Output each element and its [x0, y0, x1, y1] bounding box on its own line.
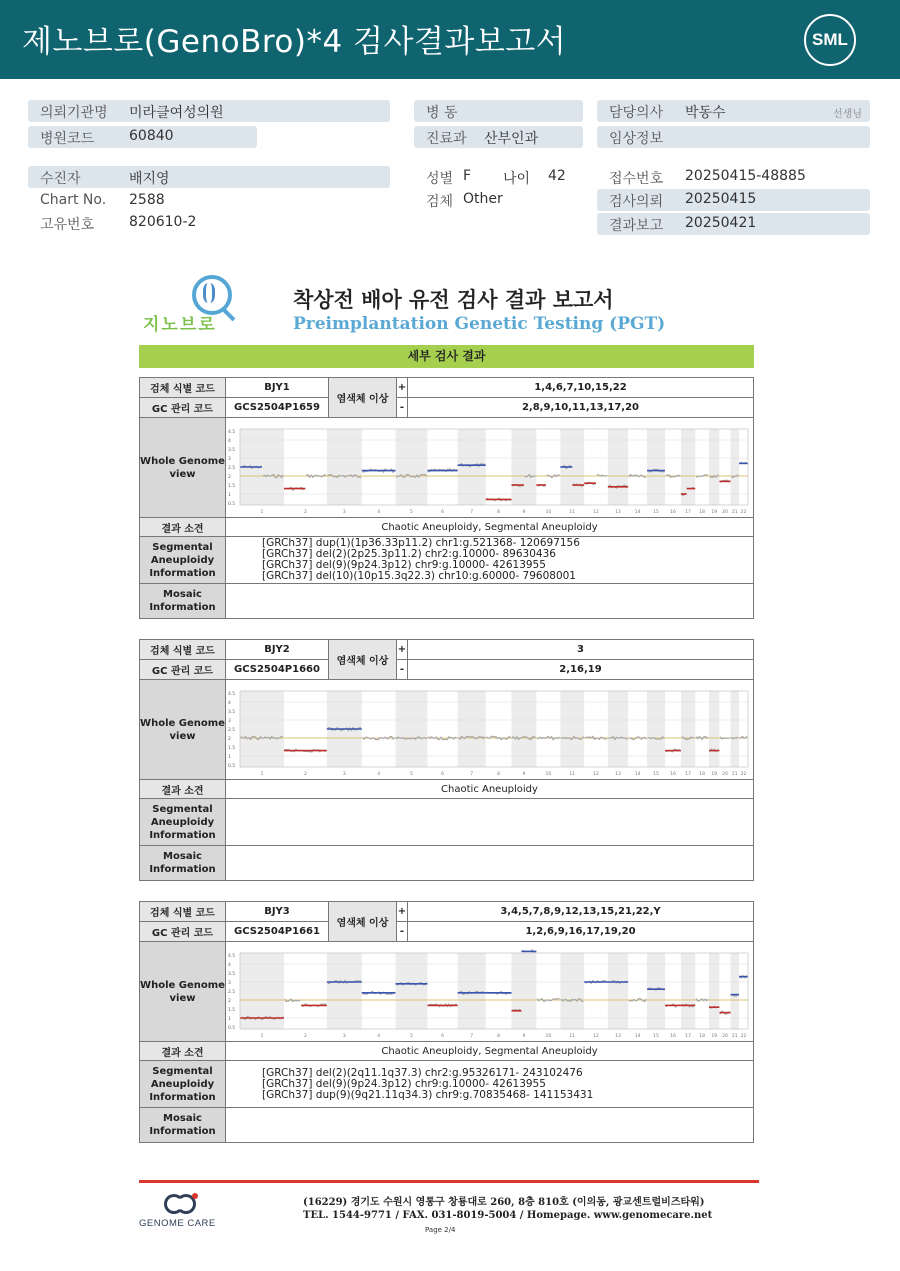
report-subtitle: Preimplantation Genetic Testing (PGT)	[293, 314, 666, 334]
x-tick-label: 8	[497, 509, 501, 515]
finding-label: 결과 소견	[140, 518, 226, 537]
info-label: 나이	[503, 171, 531, 187]
chromosome-band	[560, 953, 584, 1029]
info-receipt-no	[597, 166, 870, 188]
x-tick-label: 21	[731, 771, 738, 777]
chromosome-band	[240, 691, 284, 767]
y-tick-label: 4.5	[228, 429, 236, 435]
x-tick-label: 12	[593, 1033, 599, 1039]
y-tick-label: 4.5	[228, 953, 236, 959]
page-number: Page 2/4	[425, 1226, 456, 1234]
chromosome-band	[709, 953, 719, 1029]
genome-care-logo	[139, 1193, 229, 1233]
x-tick-label: 18	[699, 771, 705, 777]
gain-chromosomes: 1,4,6,7,10,15,22	[408, 378, 754, 398]
chromosome-band	[396, 429, 428, 505]
chromosome-band	[647, 953, 665, 1029]
info-value: 배지영	[129, 171, 170, 187]
info-value: 산부인과	[484, 131, 539, 147]
x-tick-label: 21	[731, 1033, 738, 1039]
info-value: 2588	[129, 192, 165, 208]
mosaic-value	[226, 584, 754, 619]
y-tick-label: 2	[228, 736, 231, 742]
info-chart-no	[28, 190, 390, 212]
gc-code-value: GCS2504P1661	[226, 922, 329, 942]
chromosome-band	[396, 691, 428, 767]
chromosome-band	[327, 429, 362, 505]
y-tick-label: 3.5	[228, 971, 236, 977]
x-tick-label: 7	[470, 1033, 474, 1039]
info-value: 20250421	[685, 215, 757, 231]
y-tick-label: 2.5	[228, 465, 236, 471]
gc-code-value: GCS2504P1659	[226, 398, 329, 418]
x-tick-label: 4	[377, 1033, 381, 1039]
abnormality-label: 염색체 이상	[329, 378, 397, 418]
x-tick-label: 3	[342, 509, 346, 515]
x-tick-label: 6	[441, 509, 444, 515]
info-value: 20250415	[685, 191, 757, 207]
info-value: 미라클여성의원	[129, 105, 224, 121]
finding-value: Chaotic Aneuploidy	[226, 780, 754, 799]
finding-label: 결과 소견	[140, 1042, 226, 1061]
info-sex-age	[414, 166, 583, 188]
x-tick-label: 18	[699, 509, 705, 515]
specimen-code-label: 검체 식별 코드	[140, 902, 226, 922]
info-label: 고유번호	[40, 217, 95, 233]
segmental-label: Segmental Aneuploidy Information	[140, 1061, 226, 1108]
x-tick-label: 22	[740, 1033, 747, 1039]
x-tick-label: 12	[593, 771, 599, 777]
info-value: F	[463, 168, 472, 184]
abnormality-label: 염색체 이상	[329, 640, 397, 680]
x-tick-label: 6	[441, 1033, 444, 1039]
y-tick-label: 1.5	[228, 483, 236, 489]
info-label: 결과보고	[609, 218, 664, 234]
footer-divider	[139, 1180, 759, 1183]
info-label: 병 동	[426, 105, 458, 121]
info-label: Chart No.	[40, 192, 107, 208]
x-tick-label: 22	[740, 509, 747, 515]
segmental-line: [GRCh37] del(9)(9p24.3p12) chr9:g.10000- 42613955	[262, 559, 546, 571]
genobro-brand: 지노브로	[143, 315, 217, 335]
gc-code-value: GCS2504P1660	[226, 660, 329, 680]
whole-genome-plot	[226, 945, 752, 1039]
sample-result-table	[139, 901, 754, 1143]
x-tick-label: 17	[685, 509, 691, 515]
gain-chromosomes: 3	[408, 640, 754, 660]
info-label: 수진자	[40, 171, 81, 187]
info-value: 60840	[129, 128, 174, 144]
address-line: (16229) 경기도 수원시 영통구 창룡대로 260, 8층 810호 (이의동, 광교센트럴비즈타워)	[303, 1197, 705, 1208]
genobro-logo	[140, 275, 250, 335]
chromosome-band	[458, 429, 486, 505]
info-value: 820610-2	[129, 214, 197, 230]
mosaic-label: Mosaic Information	[140, 1108, 226, 1143]
y-tick-label: 3.5	[228, 447, 236, 453]
page-title: 제노브로(GenoBro)*4 검사결과보고서	[22, 24, 567, 60]
info-report-date	[597, 213, 870, 235]
info-value: Other	[463, 191, 503, 207]
x-tick-label: 14	[634, 509, 641, 515]
whole-genome-cell	[226, 680, 754, 780]
x-tick-label: 14	[634, 1033, 641, 1039]
mosaic-label: Mosaic Information	[140, 846, 226, 881]
info-hospital-code	[28, 126, 257, 148]
x-tick-label: 9	[522, 509, 526, 515]
x-tick-label: 9	[522, 1033, 526, 1039]
y-tick-label: 4	[228, 700, 231, 706]
loss-sign: -	[397, 398, 408, 418]
cn-scatter	[585, 736, 607, 739]
sample-result-table	[139, 639, 754, 881]
y-tick-label: 0.5	[228, 763, 236, 769]
info-label: 담당의사	[609, 105, 664, 121]
x-tick-label: 2	[303, 1033, 307, 1039]
specimen-code-label: 검체 식별 코드	[140, 378, 226, 398]
gc-code-label: GC 관리 코드	[140, 398, 226, 418]
x-tick-label: 13	[615, 509, 621, 515]
x-tick-label: 19	[711, 509, 718, 515]
chromosome-band	[458, 691, 486, 767]
info-value: 20250415-48885	[685, 168, 806, 184]
chromosome-band	[647, 691, 665, 767]
y-tick-label: 1	[228, 1016, 231, 1022]
x-tick-label: 17	[685, 771, 691, 777]
info-request-date	[597, 189, 870, 211]
y-tick-label: 4.5	[228, 691, 236, 697]
whole-genome-cell	[226, 942, 754, 1042]
y-tick-label: 3.5	[228, 709, 236, 715]
finding-value: Chaotic Aneuploidy, Segmental Aneuploidy	[226, 1042, 754, 1061]
specimen-code-label: 검체 식별 코드	[140, 640, 226, 660]
loss-chromosomes: 2,8,9,10,11,13,17,20	[408, 398, 754, 418]
x-tick-label: 3	[342, 771, 346, 777]
y-tick-label: 1	[228, 492, 231, 498]
cn-scatter	[720, 736, 730, 738]
footer-address	[303, 1196, 712, 1222]
x-tick-label: 15	[653, 509, 659, 515]
x-tick-label: 5	[410, 509, 413, 515]
y-tick-label: 3	[228, 718, 231, 724]
x-tick-label: 19	[711, 771, 718, 777]
company-name: GENOME CARE	[139, 1218, 216, 1229]
chromosome-band	[560, 691, 584, 767]
x-tick-label: 4	[377, 771, 381, 777]
x-tick-label: 20	[722, 1033, 728, 1039]
mosaic-value	[226, 846, 754, 881]
chromosome-band	[608, 953, 628, 1029]
segmental-label: Segmental Aneuploidy Information	[140, 799, 226, 846]
segmental-line: [GRCh37] dup(1)(1p36.33p11.2) chr1:g.521368- 120697156	[262, 537, 580, 549]
x-tick-label: 15	[653, 771, 659, 777]
x-tick-label: 11	[569, 1033, 576, 1039]
chromosome-band	[511, 953, 536, 1029]
x-tick-label: 5	[410, 1033, 413, 1039]
chromosome-band	[681, 953, 695, 1029]
whole-genome-plot	[226, 421, 752, 515]
plot-frame	[240, 953, 748, 1029]
x-tick-label: 19	[711, 1033, 718, 1039]
info-clinical	[597, 126, 870, 148]
x-tick-label: 7	[470, 771, 474, 777]
chromosome-band	[396, 953, 428, 1029]
report-title: 착상전 배아 유전 검사 결과 보고서	[293, 288, 614, 312]
x-tick-label: 21	[731, 509, 738, 515]
info-ward	[414, 100, 583, 122]
x-tick-label: 5	[410, 771, 413, 777]
x-tick-label: 11	[569, 509, 576, 515]
specimen-code-value: BJY1	[226, 378, 329, 398]
x-tick-label: 10	[545, 771, 552, 777]
segmental-line: [GRCh37] del(9)(9p24.3p12) chr9:g.10000- 42613955	[262, 1077, 546, 1090]
x-tick-label: 13	[615, 1033, 621, 1039]
chromosome-band	[709, 691, 719, 767]
cn-scatter	[547, 474, 560, 477]
y-tick-label: 2.5	[228, 989, 236, 995]
loss-chromosomes: 1,2,6,9,16,17,19,20	[408, 922, 754, 942]
x-tick-label: 1	[260, 509, 264, 515]
contact-line: TEL. 1544-9771 / FAX. 031-8019-5004 / Homepage. www.genomecare.net	[303, 1210, 713, 1221]
finding-label: 결과 소견	[140, 780, 226, 799]
chromosome-band	[647, 429, 665, 505]
x-tick-label: 2	[303, 509, 307, 515]
info-label: 의뢰기관명	[40, 105, 108, 121]
y-tick-label: 1	[228, 754, 231, 760]
info-specimen	[414, 189, 583, 211]
y-tick-label: 3	[228, 980, 231, 986]
y-tick-label: 2	[228, 474, 231, 480]
whole-genome-label: Whole Genome view	[140, 942, 226, 1042]
gain-chromosomes: 3,4,5,7,8,9,12,13,15,21,22,Y	[408, 902, 754, 922]
info-label: 접수번호	[609, 171, 664, 187]
info-institution	[28, 100, 390, 122]
x-tick-label: 6	[441, 771, 444, 777]
segmental-cell	[226, 799, 754, 846]
whole-genome-cell	[226, 418, 754, 518]
finding-value: Chaotic Aneuploidy, Segmental Aneuploidy	[226, 518, 754, 537]
x-tick-label: 20	[722, 771, 728, 777]
sample-result-table	[139, 377, 754, 619]
x-tick-label: 1	[260, 1033, 264, 1039]
genome-care-mark-icon	[164, 1193, 198, 1215]
x-tick-label: 16	[670, 1033, 676, 1039]
y-tick-label: 2.5	[228, 727, 236, 733]
x-tick-label: 17	[685, 1033, 691, 1039]
plot-frame	[240, 691, 748, 767]
abnormality-label: 염색체 이상	[329, 902, 397, 942]
chromosome-band	[511, 429, 536, 505]
whole-genome-plot	[226, 683, 752, 777]
sml-logo	[804, 14, 856, 66]
segmental-line: [GRCh37] dup(9)(9q21.11q34.3) chr9:g.70835468- 141153431	[262, 1088, 594, 1101]
info-label: 임상정보	[609, 131, 664, 147]
sml-logo-text: SML	[812, 30, 848, 49]
gain-sign: +	[397, 378, 408, 398]
info-suffix: 선생님	[833, 109, 862, 120]
info-unique-no	[28, 212, 390, 234]
dna-icon	[203, 283, 215, 303]
y-tick-label: 4	[228, 438, 231, 444]
info-doctor	[597, 100, 870, 122]
x-tick-label: 14	[634, 771, 641, 777]
segmental-line: [GRCh37] del(10)(10p15.3q22.3) chr10:g.60000- 79608001	[262, 570, 576, 582]
loss-chromosomes: 2,16,19	[408, 660, 754, 680]
y-tick-label: 1.5	[228, 1007, 236, 1013]
info-value: 박동수	[685, 105, 726, 121]
specimen-code-value: BJY2	[226, 640, 329, 660]
x-tick-label: 8	[497, 771, 501, 777]
gain-sign: +	[397, 902, 408, 922]
y-tick-label: 0.5	[228, 1025, 236, 1031]
info-value: 42	[548, 168, 566, 184]
chromosome-band	[511, 691, 536, 767]
mosaic-value	[226, 1108, 754, 1143]
x-tick-label: 15	[653, 1033, 659, 1039]
x-tick-label: 16	[670, 771, 676, 777]
x-tick-label: 2	[303, 771, 307, 777]
loss-sign: -	[397, 660, 408, 680]
info-label: 검체	[426, 194, 454, 210]
x-tick-label: 18	[699, 1033, 705, 1039]
chromosome-band	[731, 429, 739, 505]
loss-sign: -	[397, 922, 408, 942]
chromosome-band	[709, 429, 719, 505]
y-tick-label: 0.5	[228, 501, 236, 507]
x-tick-label: 10	[545, 509, 552, 515]
x-tick-label: 8	[497, 1033, 501, 1039]
y-tick-label: 2	[228, 998, 231, 1004]
report-header	[0, 0, 900, 79]
x-tick-label: 9	[522, 771, 526, 777]
y-tick-label: 4	[228, 962, 231, 968]
x-tick-label: 1	[260, 771, 264, 777]
info-label: 성별	[426, 171, 454, 187]
chromosome-band	[681, 691, 695, 767]
chromosome-band	[731, 691, 739, 767]
info-department	[414, 126, 583, 148]
x-tick-label: 16	[670, 509, 676, 515]
x-tick-label: 3	[342, 1033, 346, 1039]
segmental-cell	[226, 1061, 754, 1108]
x-tick-label: 20	[722, 509, 728, 515]
x-tick-label: 4	[377, 509, 381, 515]
y-tick-label: 3	[228, 456, 231, 462]
segmental-cell	[226, 537, 754, 584]
chromosome-band	[731, 953, 739, 1029]
gain-sign: +	[397, 640, 408, 660]
x-tick-label: 12	[593, 509, 599, 515]
x-tick-label: 10	[545, 1033, 552, 1039]
x-tick-label: 11	[569, 771, 576, 777]
plot-frame	[240, 429, 748, 505]
gc-code-label: GC 관리 코드	[140, 922, 226, 942]
chromosome-band	[608, 429, 628, 505]
info-label: 검사의뢰	[609, 194, 664, 210]
section-header: 세부 검사 결과	[139, 345, 754, 368]
chromosome-band	[327, 953, 362, 1029]
info-label: 병원코드	[40, 131, 95, 147]
whole-genome-label: Whole Genome view	[140, 418, 226, 518]
segmental-line: [GRCh37] del(2)(2p25.3p11.2) chr2:g.10000- 89630436	[262, 548, 556, 560]
x-tick-label: 7	[470, 509, 474, 515]
segmental-label: Segmental Aneuploidy Information	[140, 537, 226, 584]
x-tick-label: 22	[740, 771, 747, 777]
whole-genome-label: Whole Genome view	[140, 680, 226, 780]
segmental-line: [GRCh37] del(2)(2q11.1q37.3) chr2:g.95326171- 243102476	[262, 1066, 583, 1079]
chromosome-band	[608, 691, 628, 767]
mosaic-label: Mosaic Information	[140, 584, 226, 619]
specimen-code-value: BJY3	[226, 902, 329, 922]
x-tick-label: 13	[615, 771, 621, 777]
gc-code-label: GC 관리 코드	[140, 660, 226, 680]
info-label: 진료과	[426, 131, 467, 147]
y-tick-label: 1.5	[228, 745, 236, 751]
info-patient	[28, 166, 390, 188]
